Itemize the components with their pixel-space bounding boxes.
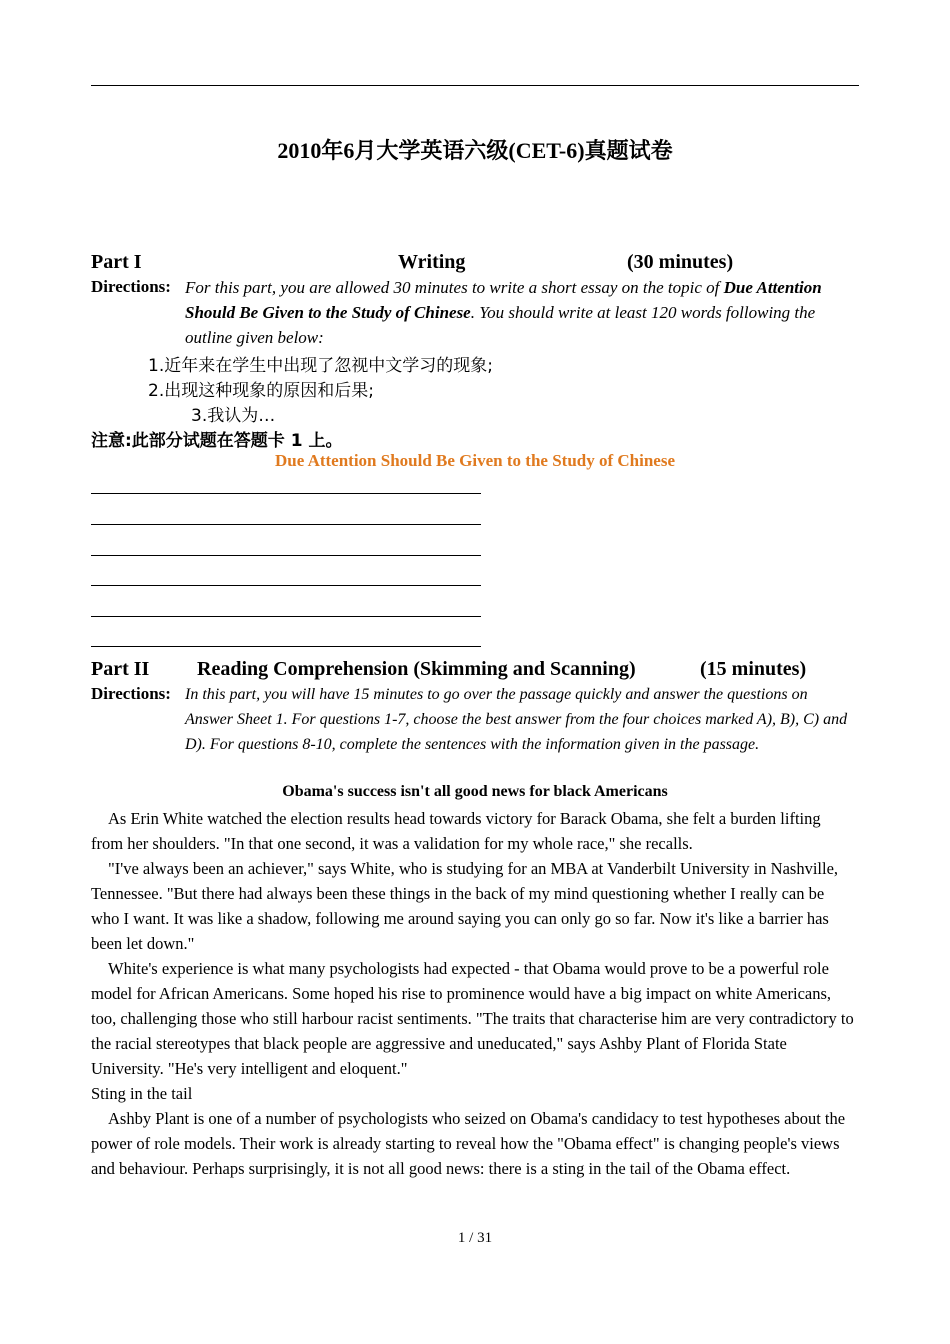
part2-label: Part II <box>91 658 150 680</box>
answer-line <box>91 524 481 525</box>
passage-subheading: Sting in the tail <box>91 1084 193 1103</box>
answer-line <box>91 555 481 556</box>
part2-directions-label: Directions: <box>91 684 171 703</box>
passage-paragraph-4: Ashby Plant is one of a number of psychologists who seized on Obama's candidacy to test hypotheses about the power of role models. Their work is already starting to reveal how the "Obama effect" is changing people's views and behaviour. Perhaps surprisingly, it is not all good news: there is a sting in the tail of the Obama effect. <box>91 1109 846 1178</box>
essay-title: Due Attention Should Be Given to the Study of Chinese <box>274 451 676 470</box>
part1-label: Part I <box>91 251 142 273</box>
answer-sheet-note: 注意:此部分试题在答题卡 1 上。 <box>91 431 343 451</box>
answer-line <box>91 585 481 586</box>
part1-directions-label: Directions: <box>91 277 171 296</box>
page-number: 1 / 31 <box>457 1230 493 1246</box>
header-rule <box>91 85 859 86</box>
outline-item-1: 1.近年来在学生中出现了忽视中文学习的现象; <box>148 356 493 376</box>
passage-body <box>91 806 856 1181</box>
passage-title: Obama's success isn't all good news for black Americans <box>282 783 668 800</box>
part2-directions: In this part, you will have 15 minutes to go over the passage quickly and answer the questions on Answer Sheet 1. For questions 1-7, choose the best answer from the four choices marked A), B), C) and D). For questions 8-10, complete the sentences with the information given in the passage. <box>185 686 848 753</box>
answer-line <box>91 493 481 494</box>
passage-paragraph-1: As Erin White watched the election results head towards victory for Barack Obama, she felt a burden lifting from her shoulders. "In that one second, it was a validation for my whole race," she recalls. <box>91 809 821 853</box>
part2-time: (15 minutes) <box>700 658 807 680</box>
part1-directions <box>185 275 845 350</box>
answer-line <box>91 616 481 617</box>
outline-item-2: 2.出现这种现象的原因和后果; <box>148 381 374 401</box>
part1-section: Writing <box>398 251 466 273</box>
page-title: 2010年6月大学英语六级(CET-6)真题试卷 <box>277 138 673 163</box>
outline-item-3: 3.我认为… <box>191 406 276 426</box>
part2-section: Reading Comprehension (Skimming and Scanning) <box>197 658 636 680</box>
answer-line <box>91 646 481 647</box>
part1-directions-post: . You should write at least 120 words following the outline given below: <box>185 303 816 347</box>
passage-paragraph-3: White's experience is what many psychologists had expected - that Obama would prove to be a powerful role model for African Americans. Some hoped his rise to prominence would have a big impact on white Americans, too, challenging those who still harbour racist sentiments. "The traits that characterise him are very contradictory to the racial stereotypes that black people are aggressive and uneducated," says Ashby Plant of Florida State University. "He's very intelligent and eloquent." <box>91 959 854 1078</box>
passage-paragraph-2: "I've always been an achiever," says White, who is studying for an MBA at Vanderbilt University in Nashville, Tennessee. "But there had always been these things in the back of my mind questioning whether I really can be who I want. It was like a shadow, following me around saying you can only go so far. Now it's like a barrier has been let down." <box>91 859 839 953</box>
part1-directions-topic: Due Attention Should Be Given to the Study of Chinese <box>185 278 822 322</box>
part1-directions-pre: For this part, you are allowed 30 minutes to write a short essay on the topic of <box>185 278 724 297</box>
part1-time: (30 minutes) <box>627 251 734 273</box>
